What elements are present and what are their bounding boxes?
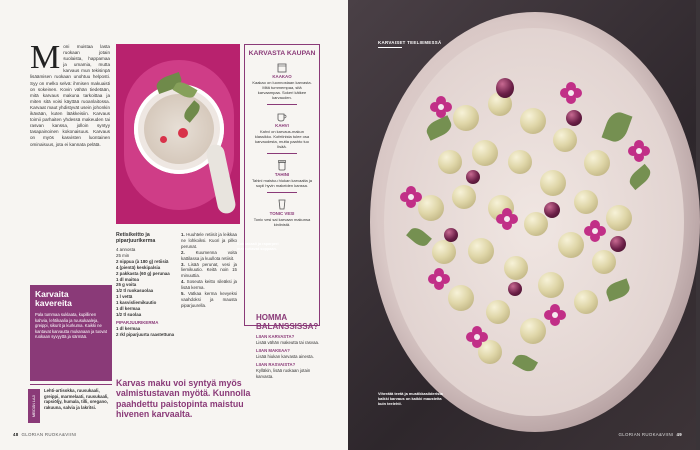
- pearl-onion: [432, 240, 456, 264]
- pearl-onion: [468, 238, 494, 264]
- ingredient: 1 l vettä: [116, 294, 133, 300]
- sub-title: PIPARJUURIKERMA: [116, 319, 159, 325]
- ingredient: 1 dl kermaa: [116, 325, 141, 331]
- pearl-onion: [574, 290, 598, 314]
- balanssi-answer: Lisää vähän makeutta tai rasvaa.: [256, 339, 320, 345]
- divider: [267, 104, 297, 105]
- ingredient: 1 dl kermaa: [116, 306, 141, 312]
- jar-icon: [276, 159, 288, 171]
- folio-left: [13, 432, 76, 437]
- intro-column: [30, 39, 110, 148]
- karvaita-text: Pala tummaa suklaata, kupillinen kahvia, lehtikaalia ja ruusukaaleja, greippi, sikurit ja kurkuma. Kaikki ne kantavat karvautta mukanaan ja tuovat ruokaan syvyyttä ja särmää.: [35, 312, 107, 340]
- pearl-onion: [438, 150, 462, 174]
- plum: [444, 228, 458, 242]
- sidebar-item-kaakao: [245, 57, 319, 103]
- flower-icon: [544, 304, 566, 326]
- pearl-onion: [520, 108, 546, 134]
- pearl-onion: [574, 190, 598, 214]
- plum: [508, 282, 522, 296]
- method-step: 3. Lisää perunat, vesi ja liemikuutio. Keitä noin 15 minuuttia.: [181, 261, 237, 279]
- flower-icon: [560, 82, 582, 104]
- ingredient: 4 (pientä) keskipalsia: [116, 264, 161, 270]
- cocoa-icon: [276, 61, 288, 73]
- ingredient: 2 pakkasta (60 g) perunaa: [116, 270, 170, 276]
- photo-caption: Kukkakaali ja raparperi makeuttavat soppaan.: [237, 242, 279, 251]
- note-text: Lehti-artisokka, ruusukaali, greippi, marmelaati, ruusukaali, rapsiöljy, humala, tilli, oregano, rakuuna, salvia ja lakritsi.: [44, 388, 109, 410]
- right-photo-caption: Vihreätä teetä ja mustikkasiiderista kaikki karvaus on kaikki mausteita kuin teelehti.: [378, 391, 443, 406]
- sidebar-item-tahini: [245, 155, 319, 191]
- pearl-onion: [553, 128, 577, 152]
- recipe-method: [181, 232, 237, 309]
- pearl-onion: [558, 232, 584, 258]
- flower-icon: [628, 140, 650, 162]
- note-tag: MEIDÄN LAJI: [28, 389, 40, 423]
- plum: [544, 202, 560, 218]
- sidebar-item-title: TAHINI: [274, 172, 290, 177]
- flower-icon: [430, 96, 452, 118]
- recipe-time: 25 min: [116, 252, 130, 258]
- recipe-title: Retisikeitto ja piparjuurikerma: [116, 232, 156, 244]
- recipe-ingredients: [116, 232, 178, 338]
- pearl-onion: [486, 300, 510, 324]
- pearl-onion: [453, 105, 479, 131]
- photo-tag: [378, 40, 441, 48]
- page-number: 48: [13, 432, 19, 437]
- ingredient: 1 kasvisliemikuutio: [116, 300, 157, 306]
- plum: [610, 236, 626, 252]
- note-box: [30, 384, 112, 424]
- method-step: 4. Soseuta keitto sileäksi ja lisää kerma.: [181, 279, 237, 291]
- pearl-onion: [584, 150, 610, 176]
- pearl-onion: [520, 318, 546, 344]
- sidebar-item-text: Tahini maistuu hiukan karvaalta ja sopii hyvin makeiden kanssa.: [251, 178, 313, 188]
- karvaita-box: [30, 285, 112, 381]
- sidebar-item-text: Kahvi on karvaus-makun klassikko. Kofeiinista tulee osa karvaudesta, mutta paahto tuo lisää.: [254, 129, 310, 149]
- flower-icon: [496, 208, 518, 230]
- balanssi-question: LIIAN KARVASTA?: [256, 334, 295, 339]
- method-step: 2. Kuumenna voita kattilassa ja kuullota retiisit.: [181, 249, 237, 261]
- magazine-name: GLORIAN RUOKA&VIINI: [21, 432, 77, 437]
- ingredient: 2 nippua (à 180 g) retiisiä: [116, 258, 169, 264]
- sidebar-item-title: KAHVI: [275, 123, 289, 128]
- sidebar-item-kahvi: [245, 106, 319, 152]
- balanssi-question: LIIAN MAKEAA?: [256, 348, 290, 354]
- pearl-onion: [524, 212, 548, 236]
- drop-cap: M: [30, 39, 61, 76]
- flower-icon: [584, 220, 606, 242]
- intro-text: oni muistaa lasta ruokaan jotain suolaista, happamaa ja umamia, mutta karvaus mun tekisinpä lisäämisen ruokaan unohtuu helposti. Syy on melko selvä: ihmisen makuaisti on sokeinen. Kovin vähän tiedetään, mitä karvaus makuna tarkoittaa ja miten sitä voisi käyttää ruoanlaitossa. Karvaat maut yhdistyvät usein johonkin ikävään, kuten lääkkeisiin. Karvaus toimii parhaiten yhdessä makeuden tai rasvan kanssa, jolloin syntyy tasapainoinen kokonaisuus. Karvaus on myös kasvisten luontainen ominaisuus, jota ei kannata pelätä.: [30, 44, 110, 147]
- radish-icon: [160, 136, 167, 143]
- sidebar-item-title: TONIC VESI: [269, 211, 295, 216]
- pearl-onion: [538, 272, 564, 298]
- magazine-name: GLORIAN RUOKA&VIINI: [618, 432, 674, 437]
- left-page: [0, 0, 348, 450]
- balanssi-answer: Kylläkin, lisää ruokaan jotain karvasta.: [256, 367, 311, 379]
- plum: [466, 170, 480, 184]
- method-step: 1. Huuhtele retiisit ja leikkaa ne lohkoiksi. Kuori ja pilko perunat.: [181, 232, 237, 249]
- ingredient: 1/2 tl ruokasuolaa: [116, 288, 154, 294]
- flower-icon: [466, 326, 488, 348]
- ingredient: 1/2 tl suolaa: [116, 311, 142, 317]
- sidebar-title: KARVASTA KAUPAN: [248, 50, 316, 57]
- sidebar-item-text: Tonic vesi sai karvaan makunsa kiniinistä.: [253, 217, 311, 227]
- pearl-onion: [592, 250, 616, 274]
- balanssi-title: HOMMA BALANSSISSA?: [256, 313, 319, 331]
- pearl-onion: [472, 140, 498, 166]
- plum: [566, 110, 582, 126]
- pearl-onion: [606, 205, 632, 231]
- page-number: 49: [676, 432, 682, 437]
- pearl-onion: [452, 185, 476, 209]
- flower-icon: [400, 186, 422, 208]
- plum: [496, 78, 514, 98]
- pearl-onion: [448, 285, 474, 311]
- divider: [267, 153, 297, 154]
- divider: [267, 192, 297, 193]
- right-page: [348, 0, 696, 450]
- flower-icon: [428, 268, 450, 290]
- sidebar-item-text: Kaakao on luonnostaan karvasta. Mitä tummempaa, sitä karvaampaa. Sokeri kätkee karvauden.: [252, 80, 312, 100]
- sidebar-item-tonic: [245, 194, 319, 230]
- pearl-onion: [540, 170, 566, 196]
- method-step: 5. Vatkaa kerma kevyeksi vaahdoksi ja mausta piparjuurella.: [181, 291, 237, 308]
- ingredient: 2 rkl piparjuurta raastettuna: [116, 331, 175, 337]
- pull-quote: Karvas maku voi syntyä myös valmistustavan myötä. Kunnolla paahdettu paistopinta maistuu hivenen karvaalta.: [116, 378, 251, 420]
- folio-right: [619, 432, 682, 437]
- coffee-cup-icon: [276, 110, 288, 122]
- sidebar-item-title: KAAKAO: [272, 74, 292, 79]
- karvaita-title: Karvaita kavereita: [35, 289, 72, 308]
- pearl-onion: [504, 256, 528, 280]
- glass-icon: [276, 198, 288, 210]
- ingredient: 1 dl maitoa: [116, 276, 139, 282]
- ingredient: 25 g voita: [116, 282, 137, 288]
- radish-icon: [178, 128, 188, 138]
- karvasta-kaupan-sidebar: [244, 44, 320, 326]
- pearl-onion: [508, 150, 532, 174]
- recipe-servings: 4 annosta: [116, 247, 136, 252]
- balanssi-box: [256, 314, 328, 379]
- balanssi-answer: Lisää hiukan karvasta ainesta.: [256, 353, 314, 359]
- photo-tag-text: KARVAISET TEELIEMESSÄ: [378, 40, 442, 45]
- balanssi-question: LIIAN RASVAISTA?: [256, 362, 296, 368]
